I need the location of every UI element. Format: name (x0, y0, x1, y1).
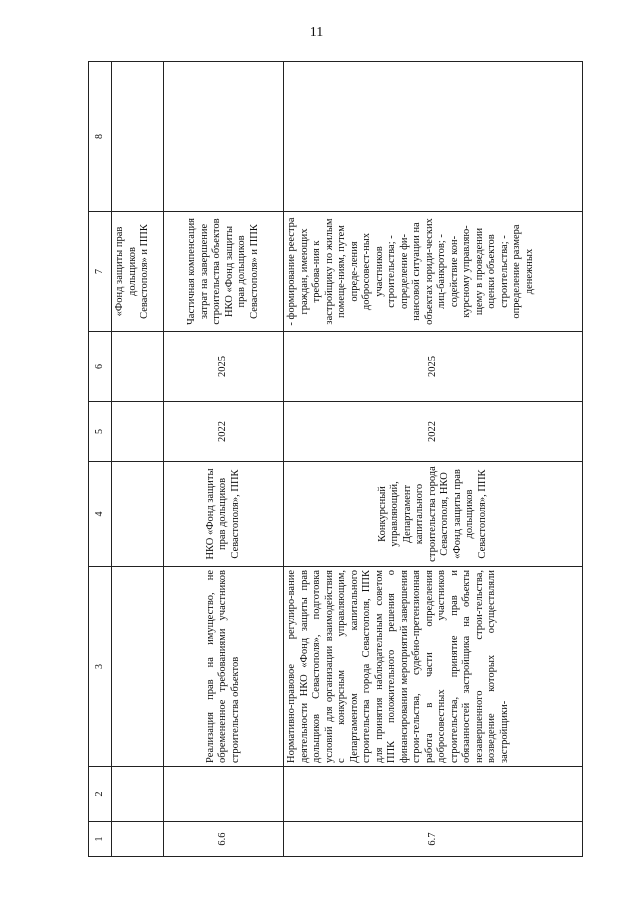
col-header-3: 3 (89, 567, 112, 767)
col-header-4: 4 (89, 462, 112, 567)
rotated-table-wrapper (88, 62, 583, 857)
col-header-5: 5 (89, 402, 112, 462)
cell-number: 6.7 (284, 822, 583, 857)
header-row (89, 62, 112, 857)
cell-result: Частичная компенсация затрат на завершение строительства объектов НКО «Фонд защиты прав дольщиков Севастополя» и ППК (164, 212, 284, 332)
cell-end-year: 2025 (164, 332, 284, 402)
cell-activity: Нормативно-правовое регулиро-вание деятельности НКО «Фонд защиты прав дольщиков Севастополя», подготовка условий для организации взаимодействия с конкурсным управляющим, Департаментом капитального строительства города Севастополя, ППК для принятия наблюдательным советом ППК положительного решения о финансировании мероприятий завершения строи-тельства, судебно-претензионная работа в части определения добросовестных участников строительства, принятие прав и обязанностей застройщика на объекты незавершенного строи-тельства, возведение которых осуществляли застройщики- (284, 567, 583, 767)
cell-number: 6.6 (164, 822, 284, 857)
cell-executor: Конкурсный управляющий, Департамент капитального строительства города Севастополя, НКО «Фонд защиты прав дольщиков Севастополя», ППК (284, 462, 583, 567)
table-row (112, 62, 164, 857)
cell-activity (112, 567, 164, 767)
cell-start-year: 2022 (284, 402, 583, 462)
cell-col2 (164, 767, 284, 822)
cell-number (112, 822, 164, 857)
col-header-6: 6 (89, 332, 112, 402)
col-header-2: 2 (89, 767, 112, 822)
cell-col8 (164, 62, 284, 212)
cell-activity: Реализация прав на имущество, не обремененное требованиями участников строительства объектов (164, 567, 284, 767)
table-row (284, 62, 583, 857)
col-header-8: 8 (89, 62, 112, 212)
plan-table (88, 61, 583, 857)
cell-result: «Фонд защиты прав дольщиков Севастополя» и ППК (112, 212, 164, 332)
cell-col2 (112, 767, 164, 822)
col-header-1: 1 (89, 822, 112, 857)
cell-start-year: 2022 (164, 402, 284, 462)
cell-executor: НКО «Фонд защиты прав дольщиков Севастополя», ППК (164, 462, 284, 567)
page-number: 11 (309, 25, 324, 40)
cell-end-year (112, 332, 164, 402)
cell-col8 (284, 62, 583, 212)
col-header-7: 7 (89, 212, 112, 332)
cell-result: - формирование реестра граждан, имеющих требова-ния к застройщику по жилым помеще-ниям, путем опреде-ления добросовест-ных участников строительства; - определение фи-нансовой ситуации на объектах юриди-ческих лиц-банкротов; - содействие кон-курсному управляю-щему в проведении оценки объектов строительства; - определение размера денежных (284, 212, 583, 332)
table-row (164, 62, 284, 857)
cell-col8 (112, 62, 164, 212)
cell-executor (112, 462, 164, 567)
cell-start-year (112, 402, 164, 462)
cell-col2 (284, 767, 583, 822)
cell-end-year: 2025 (284, 332, 583, 402)
